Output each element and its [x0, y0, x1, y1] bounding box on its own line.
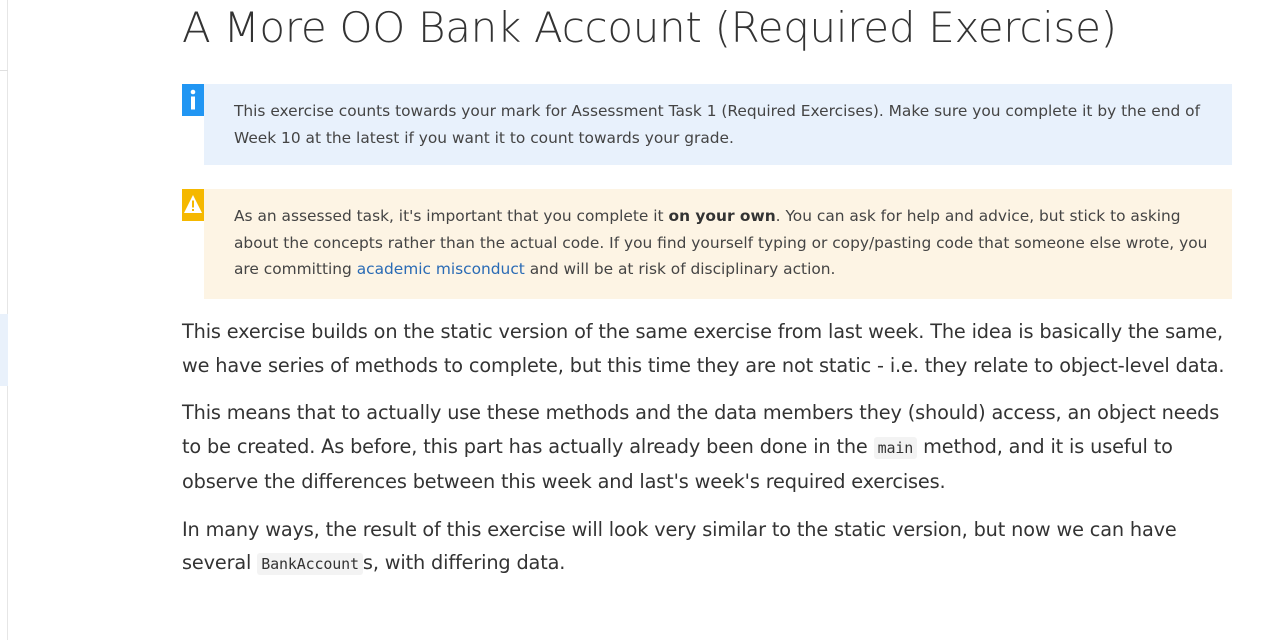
code-bankaccount: BankAccount	[257, 553, 363, 575]
paragraph-intro: This exercise builds on the static version of the same exercise from last week. The idea is basically the same, we have series of methods to complete, but this time they are not static - i.e. they relate to object-level data.	[182, 320, 1225, 377]
warning-icon	[182, 189, 204, 221]
warning-text-middle: . You can ask for help and advice, but stick to asking about the concepts rather than the actual code. If you find yourself typing or copy/pasting code that someone else wrote, you are committing	[234, 207, 1208, 278]
academic-misconduct-link[interactable]: academic misconduct	[356, 260, 525, 278]
page-title: A More OO Bank Account (Required Exercise)	[182, 3, 1117, 52]
sidebar-active-item[interactable]	[0, 314, 8, 386]
warning-text-end: and will be at risk of disciplinary action.	[524, 260, 836, 278]
paragraph-object	[182, 396, 1232, 499]
sidebar-edge	[0, 0, 8, 640]
paragraph-object-start: This means that to actually use these methods and the data members they (should) access, an object needs to be created. As before, this part has actually already been done in the	[182, 401, 1220, 458]
warning-text-start: As an assessed task, it's important that you complete it	[234, 207, 669, 225]
sidebar-divider	[0, 70, 8, 71]
code-main: main	[874, 437, 918, 459]
warning-callout	[204, 189, 1232, 299]
paragraph-result-end: s, with differing data.	[362, 551, 566, 574]
main-content	[182, 0, 1232, 582]
warning-emphasis: on your own	[668, 207, 776, 225]
paragraph-result-start: In many ways, the result of this exercise will look very similar to the static version, but now we can have several	[182, 517, 1177, 574]
paragraph-object-end: method, and it is useful to observe the differences between this week and last's week's required exercises.	[182, 434, 1173, 493]
paragraph-result	[182, 513, 1232, 582]
info-callout	[204, 84, 1232, 165]
info-icon	[182, 84, 204, 116]
info-callout-text: This exercise counts towards your mark for Assessment Task 1 (Required Exercises). Make sure you complete it by the end of Week 10 at the latest if you want it to count towards your grade.	[234, 102, 1200, 147]
